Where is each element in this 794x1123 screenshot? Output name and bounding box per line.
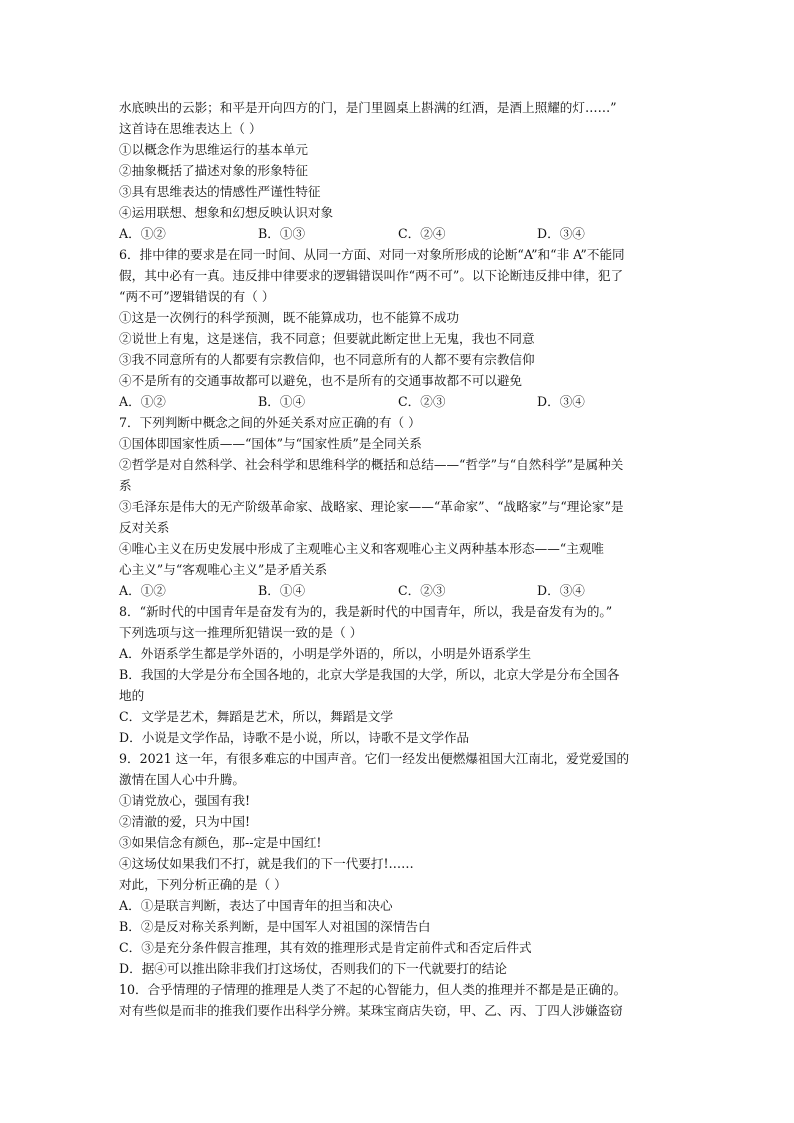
option-a: A．①② <box>119 583 166 598</box>
document-body <box>119 97 679 1021</box>
statement-item: ③毛泽东是伟大的无产阶级革命家、战略家、理论家——“革命家”、“战略家”与“理论家”是 <box>119 499 624 514</box>
quote-item: ②清澈的爱，只为中国! <box>119 814 250 829</box>
quote-item: ③如果信念有颜色，那--定是中国红! <box>119 835 322 850</box>
question-10 <box>119 979 679 1021</box>
question-8 <box>119 601 679 748</box>
question-stem: “两不可”逻辑错误的有（ ） <box>119 289 275 304</box>
question-5 <box>119 97 679 244</box>
option-c: C．文学是艺术，舞蹈是艺术，所以，舞蹈是文学 <box>119 709 394 724</box>
quote-item: ④这场仗如果我们不打，就是我们的下一代要打!…… <box>119 856 414 871</box>
option-c: C．②④ <box>398 226 446 241</box>
option-d: D．小说是文学作品，诗歌不是小说，所以，诗歌不是文学作品 <box>119 730 470 745</box>
option-a: A．①② <box>119 394 166 409</box>
question-text-line: 激情在国人心中升腾。 <box>119 772 245 787</box>
option-b: B．②是反对称关系判断，是中国军人对祖国的深情告白 <box>119 919 431 934</box>
option-d: D．③④ <box>537 226 585 241</box>
statement-item: ①这是一次例行的科学预测，既不能算成功，也不能算不成功 <box>119 310 460 325</box>
statement-item: ①以概念作为思维运行的基本单元 <box>119 142 308 157</box>
question-text-line: 8．“新时代的中国青年是奋发有为的，我是新时代的中国青年，所以，我是奋发有为的。” <box>119 604 613 619</box>
quote-item: ①请党放心，强国有我! <box>119 793 250 808</box>
question-text-line: 对有些似是而非的推我们要作出科学分辨。某珠宝商店失窃，甲、乙、丙、丁四人涉嫌盗窃 <box>119 1003 623 1018</box>
statement-item-continued: 反对关系 <box>119 520 170 535</box>
option-a: A．①是联言判断，表达了中国青年的担当和决心 <box>119 898 393 913</box>
option-c: C．②③ <box>398 394 446 409</box>
option-c: C．②③ <box>398 583 446 598</box>
option-b: B．①③ <box>258 226 306 241</box>
option-b: B．①④ <box>258 583 306 598</box>
option-a: A．外语系学生都是学外语的，小明是学外语的，所以，小明是外语系学生 <box>119 646 532 661</box>
question-text-line: 假，其中必有一真。违反排中律要求的逻辑错误叫作“两不可”。以下论断违反排中律，犯了 <box>119 268 624 283</box>
option-b: B．我国的大学是分布全国各地的，北京大学是我国的大学，所以，北京大学是分布全国各 <box>119 667 620 682</box>
question-7 <box>119 412 679 601</box>
answer-options <box>119 223 679 244</box>
question-stem: 对此，下列分析正确的是（ ） <box>119 877 287 892</box>
statement-item: ③我不同意所有的人都要有宗教信仰，也不同意所有的人都不要有宗教信仰 <box>119 352 535 367</box>
statement-item: ③具有思维表达的情感性严谨性特征 <box>119 184 321 199</box>
statement-item-continued: 系 <box>119 478 132 493</box>
question-stem: 这首诗在思维表达上（ ） <box>119 121 262 136</box>
question-text-line: 6．排中律的要求是在同一时间、从同一方面、对同一对象所形成的论断“A”和“非 A”不能同 <box>119 247 625 262</box>
statement-item: ④不是所有的交通事故都可以避免，也不是所有的交通事故都不可以避免 <box>119 373 522 388</box>
option-b: B．①④ <box>258 394 306 409</box>
statement-item: ④唯心主义在历史发展中形成了主观唯心主义和客观唯心主义两种基本形态——“主观唯 <box>119 541 605 556</box>
statement-item: ①国体即国家性质——“国体”与“国家性质”是全同关系 <box>119 436 422 451</box>
statement-item-continued: 心主义”与“客观唯心主义”是矛盾关系 <box>119 562 328 577</box>
answer-options <box>119 391 679 412</box>
question-stem: 下列选项与这一推理所犯错误一致的是（ ） <box>119 625 363 640</box>
answer-options <box>119 580 679 601</box>
option-d: D．据④可以推出除非我们打这场仗，否则我们的下一代就要打的结论 <box>119 961 507 976</box>
question-9 <box>119 748 679 979</box>
option-c: C．③是充分条件假言推理，其有效的推理形式是肯定前件式和否定后件式 <box>119 940 532 955</box>
statement-item: ④运用联想、想象和幻想反映认识对象 <box>119 205 334 220</box>
question-6 <box>119 244 679 412</box>
option-d: D．③④ <box>537 583 585 598</box>
option-b-continued: 地的 <box>119 688 145 703</box>
statement-item: ②说世上有鬼，这是迷信，我不同意；但要就此断定世上无鬼，我也不同意 <box>119 331 535 346</box>
statement-item: ②哲学是对自然科学、社会科学和思维科学的概括和总结——“哲学”与“自然科学”是属种关 <box>119 457 624 472</box>
option-d: D．③④ <box>537 394 585 409</box>
question-stem: 7．下列判断中概念之间的外延关系对应正确的有（ ） <box>119 415 421 430</box>
question-text-line: 10．合乎情理的子情理的推理是人类了不起的心智能力，但人类的推理并不都是是正确的。 <box>119 982 627 997</box>
question-text-line: 9．2021 这一年，有很多难忘的中国声音。它们一经发出便燃爆祖国大江南北，爱党爱国的 <box>119 751 630 766</box>
option-a: A．①② <box>119 226 166 241</box>
statement-item: ②抽象概括了描述对象的形象特征 <box>119 163 308 178</box>
question-text-line: 水底映出的云影；和平是开向四方的门，是门里圆桌上斟满的红酒，是酒上照耀的灯……” <box>119 100 617 115</box>
